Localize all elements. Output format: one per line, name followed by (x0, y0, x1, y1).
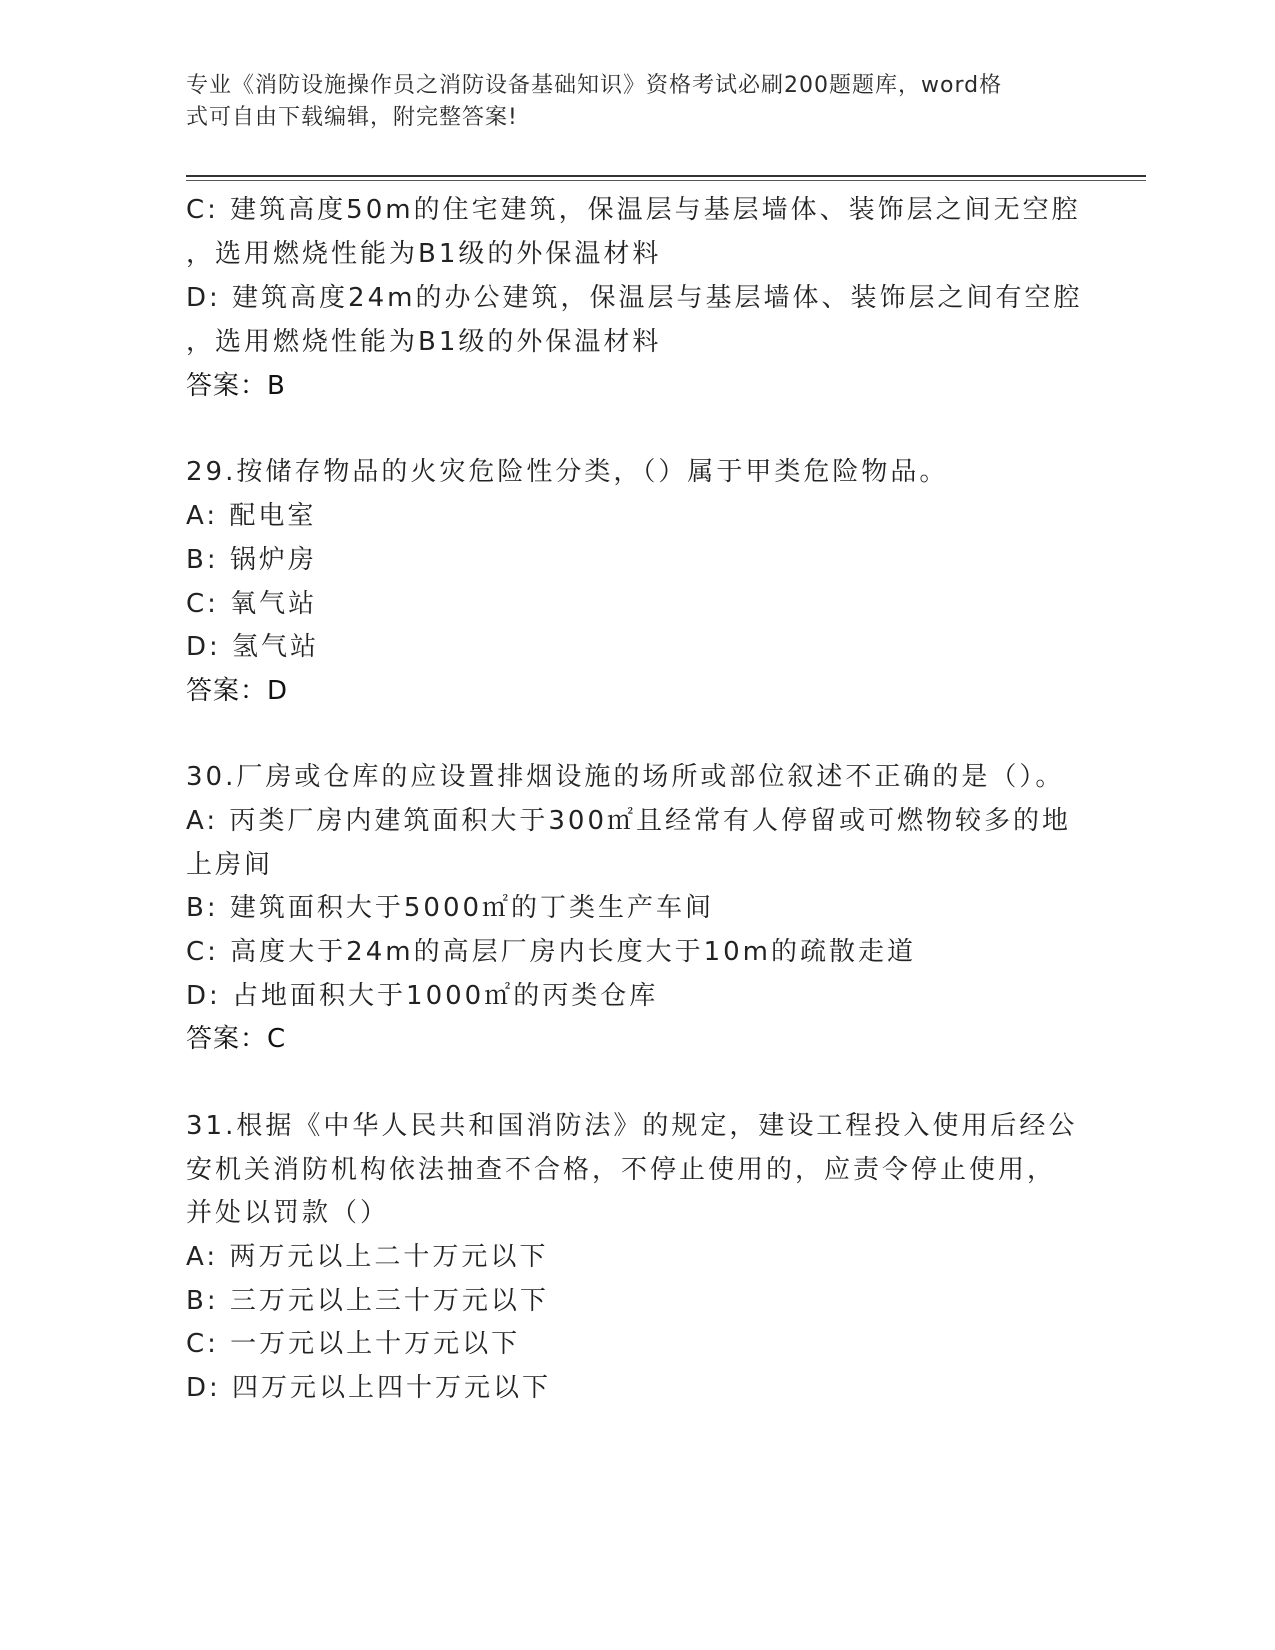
q31-option-c: C: 一万元以上十万元以下 (186, 1329, 521, 1359)
q29-option-a: A: 配电室 (186, 501, 317, 531)
q30-question: 30.厂房或仓库的应设置排烟设施的场所或部位叙述不正确的是（）。 (186, 762, 1065, 792)
q28-option-c-line-1: C: 建筑高度50m的住宅建筑，保温层与基层墙体、装饰层之间无空腔 (186, 195, 1081, 225)
q31-option-d: D: 四万元以上四十万元以下 (186, 1373, 552, 1403)
q29-option-c: C: 氧气站 (186, 589, 318, 619)
header-line-2: 式可自由下载编辑，附完整答案! (186, 105, 518, 130)
q31-option-a: A: 两万元以上二十万元以下 (186, 1242, 549, 1272)
q28-option-d-line-1: D: 建筑高度24m的办公建筑，保温层与基层墙体、装饰层之间有空腔 (186, 283, 1083, 313)
q29-question: 29.按储存物品的火灾危险性分类，（）属于甲类危险物品。 (186, 457, 949, 487)
q29-option-b: B: 锅炉房 (186, 545, 317, 575)
q28-option-c-line-2: ，选用燃烧性能为B1级的外保温材料 (186, 239, 662, 269)
q30-option-d: D: 占地面积大于1000㎡的丙类仓库 (186, 981, 659, 1011)
q29-option-d: D: 氢气站 (186, 632, 320, 662)
q30-option-a-line-2: 上房间 (186, 850, 274, 880)
q30-option-b: B: 建筑面积大于5000㎡的丁类生产车间 (186, 893, 715, 923)
q29-answer: 答案：D (186, 676, 289, 706)
document-header (186, 70, 1066, 134)
q31-question-line-1: 31.根据《中华人民共和国消防法》的规定，建设工程投入使用后经公 (186, 1111, 1078, 1141)
q30-answer: 答案：C (186, 1024, 287, 1054)
q31-option-b: B: 三万元以上三十万元以下 (186, 1286, 549, 1316)
q31-question-line-3: 并处以罚款（） (186, 1198, 390, 1228)
header-divider-thick (186, 175, 1146, 177)
q28-option-d-line-2: ，选用燃烧性能为B1级的外保温材料 (186, 327, 662, 357)
q31-question-line-2: 安机关消防机构依法抽查不合格，不停止使用的，应责令停止使用， (186, 1155, 1057, 1185)
q30-option-c: C: 高度大于24m的高层厂房内长度大于10m的疏散走道 (186, 937, 917, 967)
q28-answer: 答案：B (186, 371, 286, 401)
header-divider-thin (186, 180, 1146, 181)
header-line-1: 专业《消防设施操作员之消防设备基础知识》资格考试必刷200题题库，word格 (186, 73, 1003, 98)
q30-option-a-line-1: A: 丙类厂房内建筑面积大于300㎡且经常有人停留或可燃物较多的地 (186, 806, 1071, 836)
